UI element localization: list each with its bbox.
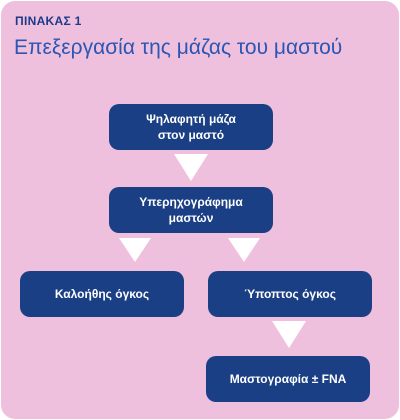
node-benign-mass-label: Καλοήθης όγκος	[54, 286, 150, 301]
node-ultrasound-line2: μαστών	[168, 211, 214, 225]
flowchart-panel	[1, 1, 399, 419]
node-suspicious-mass-label: Ύποπτος όγκος	[244, 286, 336, 301]
arrow-to-ultrasound	[174, 154, 208, 181]
diagram-title: Επεξεργασία της μάζας του μαστού	[14, 36, 343, 59]
table-label: ΠΙΝΑΚΑΣ 1	[15, 14, 82, 28]
arrow-to-benign	[119, 238, 151, 262]
node-suspicious-mass	[208, 271, 372, 317]
node-ultrasound	[109, 187, 273, 233]
node-mammography	[206, 356, 370, 402]
node-palpable-mass	[109, 104, 273, 150]
arrow-to-mammography	[272, 321, 306, 348]
node-ultrasound-line1: Υπερηχογράφημα	[139, 194, 243, 209]
node-palpable-mass-line1: Ψηλαφητή μάζα	[146, 111, 236, 126]
arrow-to-suspicious	[228, 238, 260, 262]
node-benign-mass	[20, 271, 184, 317]
node-palpable-mass-line2: στον μαστό	[157, 128, 225, 142]
node-mammography-label: Μαστογραφία ± FNA	[229, 371, 347, 386]
